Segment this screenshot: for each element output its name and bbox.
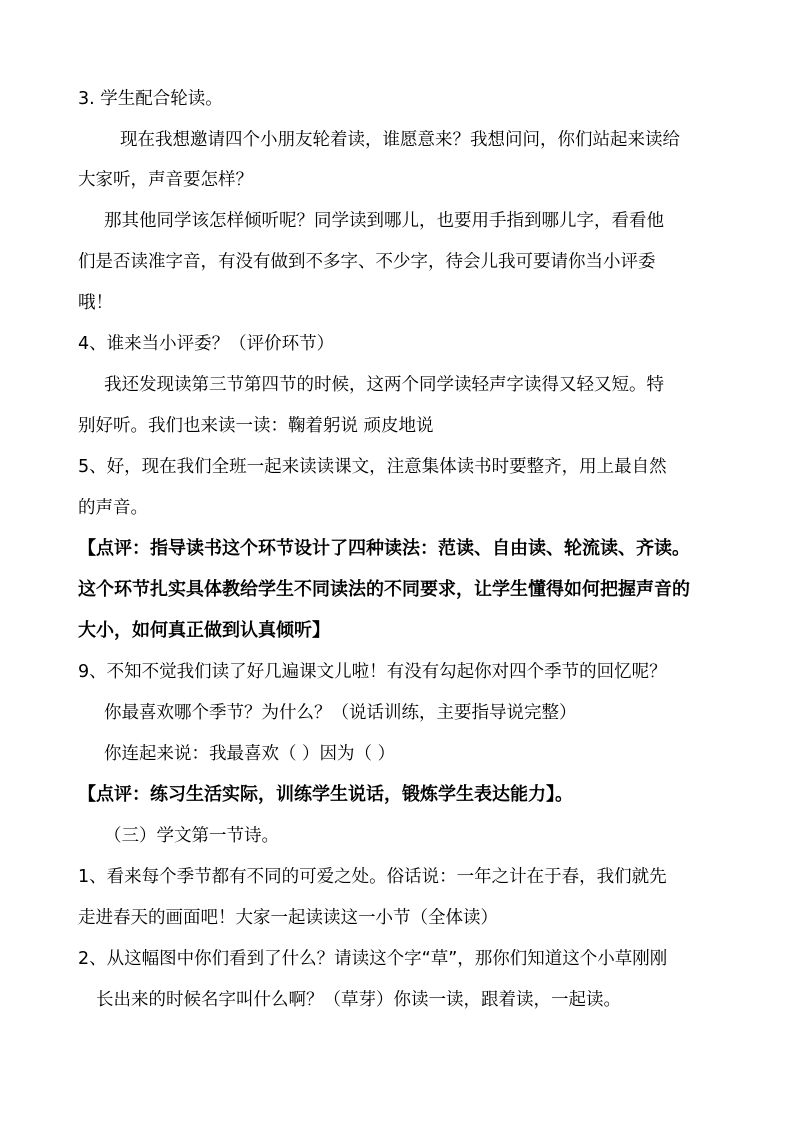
paragraph-line: 现在我想邀请四个小朋友轮着读，谁愿意来？我想问问，你们站起来读给	[120, 130, 680, 150]
paragraph-line: 我还发现读第三节第四节的时候，这两个同学读轻声字读得又轻又短。特	[104, 375, 664, 395]
item-5-heading: 5、好，现在我们全班一起来读读课文，注意集体读书时要整齐，用上最自然	[78, 457, 667, 477]
comment-line: 大小，如何真正做到认真倾听】	[78, 620, 330, 641]
paragraph-line: 哦！	[78, 293, 113, 313]
item-2-heading: 2、从这幅图中你们看到了什么？请读这个字“草”，那你们知道这个小草刚刚	[78, 949, 668, 969]
item-9-heading: 9、不知不觉我们读了好几遍课文儿啦！有没有勾起你对四个季节的回忆呢？	[78, 662, 667, 682]
paragraph-line: 走进春天的画面吧！大家一起读读这一小节（全体读）	[78, 908, 498, 928]
comment-line: 这个环节扎实具体教给学生不同读法的不同要求，让学生懂得如何把握声音的	[78, 579, 690, 600]
item-4-heading: 4、谁来当小评委？（评价环节）	[78, 334, 335, 354]
paragraph-line: 那其他同学该怎样倾听呢？同学读到哪儿，也要用手指到哪儿字，看看他	[104, 211, 664, 231]
item-1-heading: 1、看来每个季节都有不同的可爱之处。俗话说：一年之计在于春，我们就先	[78, 867, 667, 887]
paragraph-line: 的声音。	[78, 498, 148, 518]
paragraph-line: 长出来的时候名字叫什么啊？（草芽）你读一读，跟着读，一起读。	[96, 990, 621, 1010]
comment-line: 【点评：练习生活实际，训练学生说话，锻炼学生表达能力】。	[78, 784, 573, 805]
paragraph-line: 你连起来说：我最喜欢（ ）因为（ ）	[104, 744, 396, 764]
paragraph-line: 别好听。我们也来读一读：鞠着躬说 顽皮地说	[78, 416, 434, 436]
comment-line: 【点评：指导读书这个环节设计了四种读法：范读、自由读、轮流读、齐读。	[78, 538, 690, 559]
paragraph-line: 你最喜欢哪个季节？为什么？（说话训练，主要指导说完整）	[104, 703, 577, 723]
paragraph-line: 大家听，声音要怎样？	[78, 170, 253, 190]
paragraph-line: 们是否读准字音，有没有做到不多字、不少字，待会儿我可要请你当小评委	[78, 252, 656, 272]
section-heading: （三）学文第一节诗。	[104, 826, 279, 846]
item-3-heading: 3. 学生配合轮读。	[78, 89, 223, 109]
